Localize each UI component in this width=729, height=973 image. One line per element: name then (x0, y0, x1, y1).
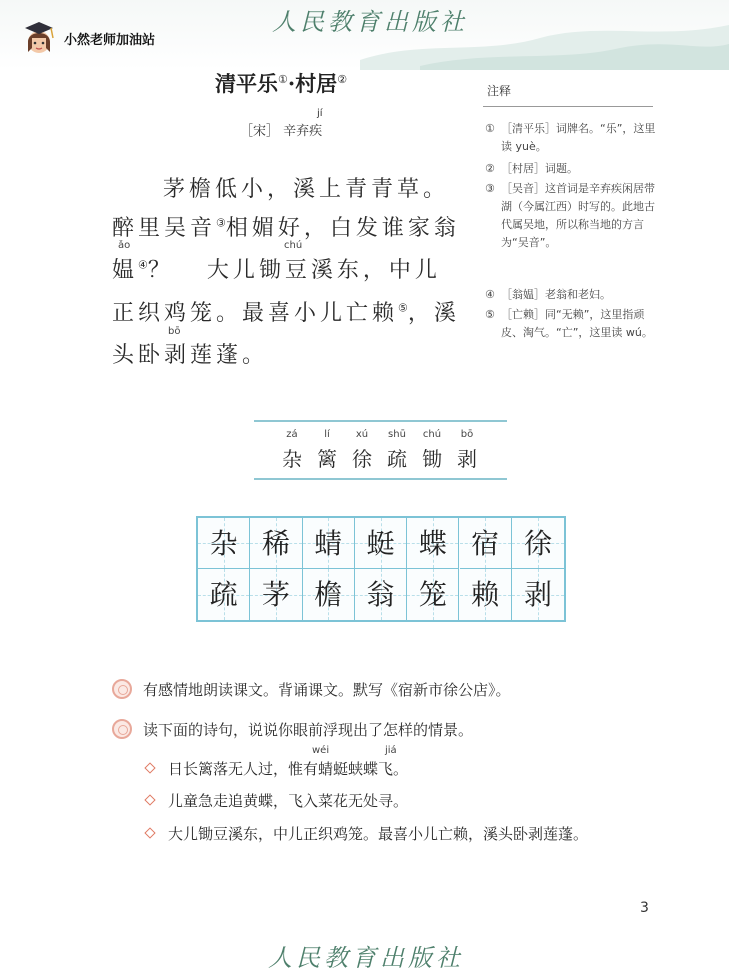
pinyin-bo: bō (168, 326, 181, 337)
writing-grid (196, 516, 566, 622)
pinyin-ao: ǎo (118, 240, 131, 251)
verse-3: 大儿锄豆溪东，中儿正织鸡笼。最喜小儿亡赖，溪头卧剥莲蓬。 (168, 825, 589, 843)
poem-line-2 (112, 211, 460, 242)
grid-cell: 檐 (303, 569, 355, 620)
note-marker-5: ⑤ (398, 301, 408, 315)
grid-cell: 蜻 (303, 518, 355, 569)
pinyin-chu: chú (284, 240, 303, 251)
note-item-5 (485, 306, 657, 342)
note-number: ③ (485, 182, 495, 195)
vocab-char: 剥 (457, 447, 477, 471)
vocab-char: 徐 (352, 447, 372, 471)
vocab-pinyin: zá (286, 429, 298, 440)
pinyin-jia: jiá (385, 745, 397, 756)
poem-author: ［宋］ 辛弃疾 (240, 124, 323, 139)
note-text: ［翁媪］老翁和老妇。 (501, 288, 611, 301)
grid-cell: 徐 (512, 518, 564, 569)
notes-heading: 注释 (487, 84, 512, 98)
grid-cell: 杂 (198, 518, 250, 569)
note-number: ① (485, 122, 495, 135)
poem-line-1: 茅檐低小，溪上青青草。 (163, 177, 450, 202)
bullet-diamond-icon (144, 827, 155, 838)
subtitle-note-marker: ② (337, 73, 348, 86)
poem-title (215, 68, 347, 98)
exercise-2: 读下面的诗句，说说你眼前浮现出了怎样的情景。 (143, 721, 474, 739)
title-separator: · (287, 71, 296, 96)
vocab-pinyin: chú (422, 429, 442, 440)
title-text: 清平乐 (215, 71, 278, 96)
note-item-4 (485, 286, 657, 304)
grid-cell: 蝶 (407, 518, 459, 569)
note-text: ［吴音］这首词是辛弃疾闲居带湖（今属江西）时写的。此地古代属吴地，所以称当地的方言为“吴音”。 (501, 182, 655, 249)
note-marker-3: ③ (216, 216, 226, 230)
title-note-marker: ① (278, 73, 288, 86)
poem-line-4 (112, 296, 460, 327)
note-item-3 (485, 180, 657, 252)
note-item-1 (485, 120, 657, 156)
poem-line-5: 头卧剥莲蓬。 (112, 343, 269, 368)
bullet-diamond-icon (144, 794, 155, 805)
line-2-part-b: 相媚好，白发谁家翁 (225, 216, 460, 241)
avatar-icon (22, 18, 56, 58)
line-3-part-b: ？ 大儿锄豆溪东，中儿 (147, 258, 441, 283)
grid-cell: 稀 (250, 518, 302, 569)
note-text: ［村居］词题。 (501, 162, 578, 175)
note-number: ② (485, 162, 495, 175)
vocab-pinyin: bō (460, 429, 474, 440)
grid-cell: 茅 (250, 569, 302, 620)
pinyin-wei: wéi (312, 745, 330, 756)
note-item-2 (485, 160, 657, 178)
publisher-logo-bottom: 人民教育出版社 (268, 944, 464, 972)
verse-1: 日长篱落无人过，惟有蜻蜓蛱蝶飞。 (168, 760, 409, 778)
vocab-char: 篱 (317, 447, 337, 471)
page-number: 3 (640, 900, 649, 916)
vocab-char: 杂 (282, 447, 302, 471)
author-pinyin: jí (317, 108, 323, 119)
channel-name: 小然老师加油站 (64, 32, 156, 48)
note-number: ⑤ (485, 308, 495, 321)
vocab-char: 疏 (387, 447, 407, 471)
exercise-icon (112, 679, 132, 699)
line-3-part-a: 媪 (112, 258, 139, 283)
line-4-part-b: ，溪 (407, 301, 460, 326)
note-marker-4: ④ (138, 258, 148, 272)
vocab-bottom-rule (254, 478, 507, 480)
line-2-part-a: 醉里吴音 (112, 216, 217, 241)
vocab-top-rule (254, 420, 507, 422)
exercise-1: 有感情地朗读课文。背诵课文。默写《宿新市徐公店》。 (143, 681, 511, 699)
vocab-pinyin: shū (388, 429, 406, 440)
bullet-diamond-icon (144, 762, 155, 773)
grid-cell: 笼 (407, 569, 459, 620)
vocab-pinyin: lí (324, 429, 330, 440)
subtitle-text: 村居 (295, 71, 338, 96)
grid-cell: 翁 (355, 569, 407, 620)
note-text: ［清平乐］词牌名。“乐”，这里读 yuè。 (501, 122, 656, 153)
vocab-char: 锄 (422, 447, 442, 471)
notes-divider (483, 106, 653, 107)
grid-cell: 宿 (460, 518, 512, 569)
line-4-part-a: 正织鸡笼。最喜小儿亡赖 (112, 301, 399, 326)
publisher-logo-top: 人民教育出版社 (272, 8, 468, 36)
vocab-pinyin: xú (355, 429, 369, 440)
note-number: ④ (485, 288, 495, 301)
grid-cell: 剥 (512, 569, 564, 620)
verse-2: 儿童急走追黄蝶，飞入菜花无处寻。 (168, 792, 409, 810)
exercise-icon (112, 719, 132, 739)
note-text: ［亡赖］同“无赖”，这里指顽皮、淘气。“亡”，这里读 wú。 (501, 308, 653, 339)
channel-watermark (22, 18, 155, 58)
poem-line-3 (112, 253, 441, 284)
grid-cell: 疏 (198, 569, 250, 620)
grid-cell: 蜓 (355, 518, 407, 569)
grid-cell: 赖 (460, 569, 512, 620)
